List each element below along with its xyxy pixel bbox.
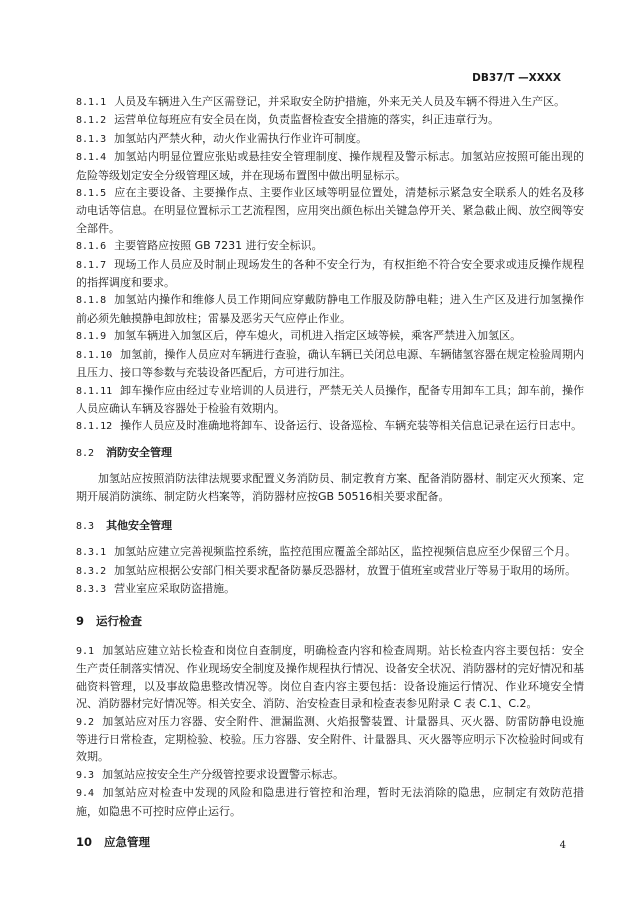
clause-text: 应在主要设备、主要操作点、主要作业区域等明显位置处，清楚标示紧急安全联系人的姓名及移动电话等信息。在明显位置标示工艺流程图，应用突出颜色标出关键急停开关、紧急截止阀、放空阀等安全部件。: [76, 186, 584, 235]
section-title: 消防安全管理: [106, 445, 173, 459]
clause: [76, 237, 584, 255]
clause: [76, 713, 584, 766]
section-number: 8.2: [76, 447, 95, 459]
clause-number: 8.1.1: [76, 97, 107, 108]
clauses-8-3: [76, 543, 584, 598]
clause: [76, 784, 584, 820]
clause-number: 8.1.11: [76, 385, 113, 397]
clause-text: 加氢站应对检查中发现的风险和隐患进行管控和治理，暂时无法消除的隐患，应制定有效防范措施，如隐患不可控时应停止运行。: [76, 786, 584, 818]
clauses-9: [76, 642, 584, 820]
section-heading-8-2: [76, 444, 584, 462]
clause-number: 9.1: [76, 645, 95, 657]
clause-number: 8.1.9: [76, 331, 107, 343]
clause-text: 营业室应采取防盗措施。: [114, 582, 236, 596]
clause: [76, 382, 584, 418]
clause-text: 运营单位每班应有安全员在岗，负责监督检查安全措施的落实，纠正违章行为。: [114, 113, 500, 127]
clause: [76, 580, 584, 598]
clause: [76, 327, 584, 345]
clause-text: 现场工作人员应及时制止现场发生的各种不安全行为，有权拒绝不符合安全要求或违反操作规程的指挥调度和要求。: [76, 257, 584, 290]
clause-number: 8.1.2: [76, 115, 107, 127]
clause: [76, 130, 584, 148]
clause-number: 9.3: [76, 769, 95, 781]
clause: [76, 291, 584, 327]
clause-text: 加氢车辆进入加氢区后，停车熄火，司机进入指定区域等候，乘客严禁进入加氢区。: [114, 329, 522, 343]
clause-text: 加氢站应建立完善视频监控系统，监控范围应覆盖全部站区，监控视频信息应至少保留三个月。: [114, 545, 577, 559]
clause: [76, 184, 584, 237]
clause-text: 加氢站应按安全生产分级管控要求设置警示标志。: [102, 767, 345, 781]
clause-number: 8.1.7: [76, 259, 107, 271]
clause: [76, 111, 584, 129]
clause-text: 人员及车辆进入生产区需登记，并采取安全防护措施，外来无关人员及车辆不得进入生产区。: [114, 95, 566, 108]
clause-number: 8.1.5: [76, 188, 107, 200]
clauses-8-1: [76, 93, 584, 436]
clause-text: 加氢站内操作和维修人员工作期间应穿戴防静电工作服及防静电鞋；进入生产区及进行加氢操作前必须先触摸静电卸放柱；雷暴及恶劣天气应停止作业。: [76, 293, 584, 325]
clause-text: 操作人员应及时准确地将卸车、设备运行、设备巡检、车辆充装等相关信息记录在运行日志中。: [120, 419, 583, 433]
clause-text: 加氢站应对压力容器、安全附件、泄漏监测、火焰报警装置、计量器具、灭火器、防雷防静电设施等进行日常检查，定期检验、校验。压力容器、安全附件、计量器具、灭火器等应明示下次检验时间或有效期。: [76, 714, 584, 764]
chapter-number: 10: [76, 835, 93, 850]
clause-text: 加氢站内明显位置应张贴或悬挂安全管理制度、操作规程及警示标志。加氢站应按照可能出现的危险等级划定安全分级管理区域，并在现场布置图中做出明显标示。: [76, 150, 584, 182]
clause-number: 9.2: [76, 716, 95, 728]
clause-text: 卸车操作应由经过专业培训的人员进行，严禁无关人员操作，配备专用卸车工具；卸车前，操作人员应确认车辆及容器处于检验有效期内。: [76, 383, 584, 415]
clause-text: 加氢站应根据公安部门相关要求配备防暴反恐器材，放置于值班室或营业厅等易于取用的场所。: [114, 563, 577, 577]
document-code-header: DB37/T —XXXX: [472, 72, 561, 84]
clause: [76, 346, 584, 382]
clause: [76, 417, 584, 435]
clause-number: 8.3.1: [76, 547, 107, 559]
clause-text: 主要管路应按照 GB 7231 进行安全标识。: [114, 239, 323, 253]
clause-number: 8.1.3: [76, 133, 107, 145]
document-body: [76, 93, 584, 863]
clause: [76, 766, 584, 784]
chapter-heading-9: [76, 613, 584, 630]
clause-text: 加氢前，操作人员应对车辆进行查验，确认车辆已关闭总电源、车辆储氢容器在规定检验周期内且压力、接口等参数与充装设备匹配后，方可进行加注。: [76, 347, 584, 380]
clause: [76, 642, 584, 713]
chapter-number: 9: [76, 613, 85, 628]
chapter-title: 应急管理: [104, 835, 151, 850]
section-8-2-paragraph: 加氢站应按照消防法律法规要求配置义务消防员、制定教育方案、配备消防器材、制定灭火预案、定期开展消防演练、制定防火档案等，消防器材应按GB 50516相关要求配备。: [76, 472, 584, 503]
clause-number: 8.3.2: [76, 565, 107, 577]
clause-number: 8.1.8: [76, 295, 107, 307]
clause-number: 8.1.4: [76, 152, 107, 164]
clause: [76, 148, 584, 184]
clause-number: 8.3.3: [76, 584, 107, 596]
section-number: 8.3: [76, 520, 95, 532]
clause-text: 加氢站应建立站长检查和岗位自查制度，明确检查内容和检查周期。站长检查内容主要包括：安全生产责任制落实情况、作业现场安全制度及操作规程执行情况、设备安全状况、消防器材的完好情况和基础资料管理，以及事故隐患整改情况等。岗位自查内容主要包括：设备设施运行情况、作业环境安全情况、消防器材完好情况等。相关安全、消防、治安检查目录和检查表参见附录 C 表 C.1、C.2。: [76, 643, 584, 711]
clause-number: 8.1.12: [76, 421, 113, 433]
section-heading-8-3: [76, 517, 584, 535]
clause-text: 加氢站内严禁火种，动火作业需执行作业许可制度。: [114, 131, 368, 145]
chapter-title: 运行检查: [96, 613, 143, 628]
clause-number: 8.1.6: [76, 241, 107, 253]
clause: [76, 256, 584, 292]
section-title: 其他安全管理: [106, 518, 173, 532]
clause-number: 8.1.10: [76, 349, 113, 361]
chapter-heading-10: [76, 834, 584, 851]
clause: [76, 543, 584, 561]
clause-number: 9.4: [76, 788, 95, 800]
clause: [76, 93, 584, 111]
page-number: 4: [559, 840, 566, 851]
clause: [76, 562, 584, 580]
